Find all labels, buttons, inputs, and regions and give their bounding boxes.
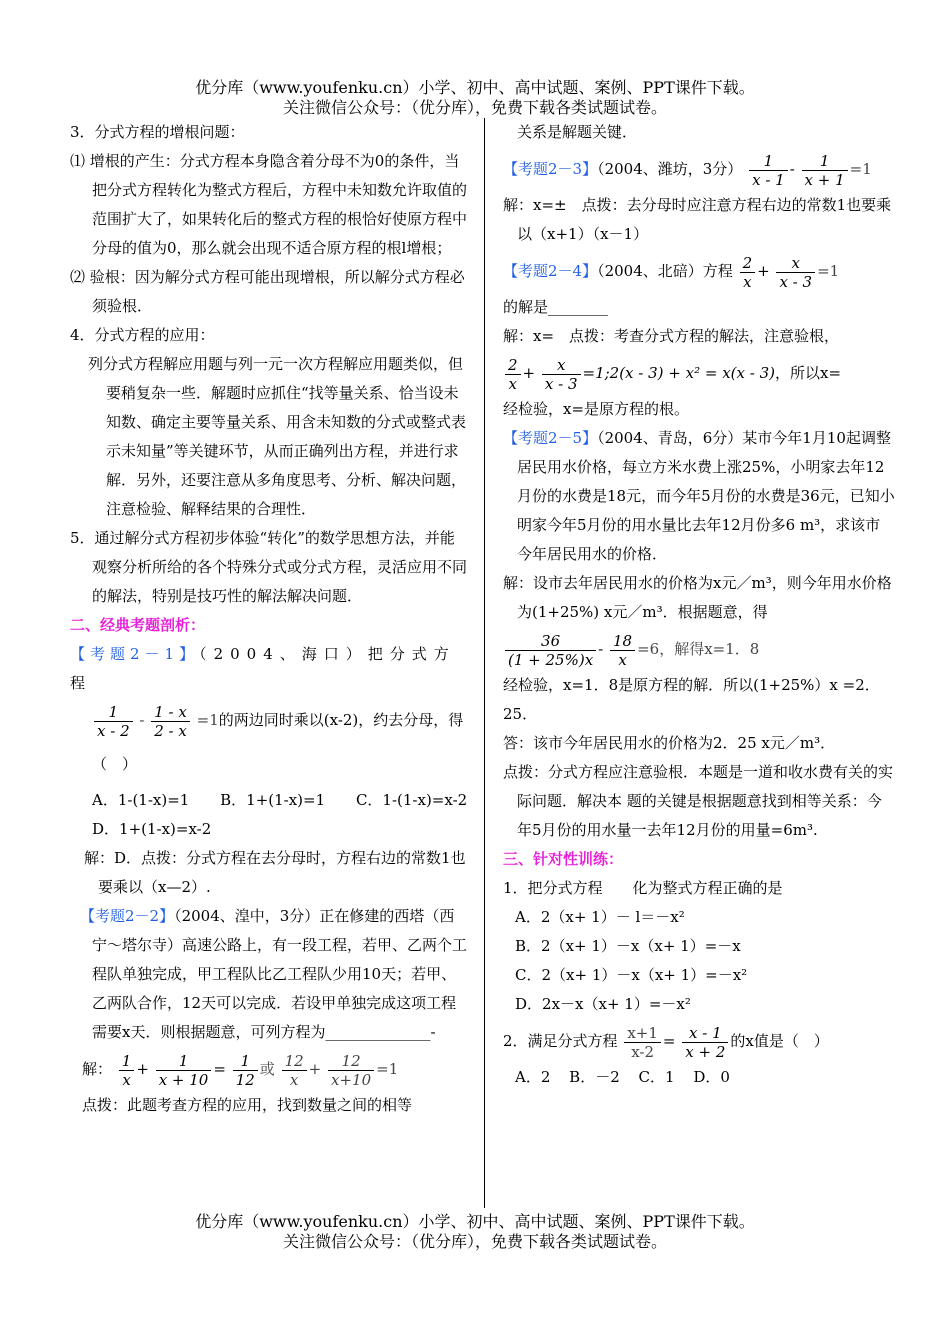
- fraction: $\frac{2}{x}$: [740, 254, 756, 291]
- fraction: $\frac{1}{x}$: [119, 1052, 135, 1089]
- column-divider: [484, 118, 485, 1208]
- question-2-5-answer: 答：该市今年居民用水的价格为2．25 x元／m³．: [503, 734, 836, 752]
- fraction: $\frac{12}{x}$: [282, 1052, 307, 1089]
- fraction: $\frac{12}{x+10}$: [328, 1052, 374, 1089]
- option-b: B．－2: [569, 1068, 620, 1086]
- section-3-title: 3．分式方程的增根问题：: [70, 123, 245, 141]
- page-header: [0, 78, 950, 118]
- question-2-1-options: [70, 786, 468, 844]
- training-question-1-option-d: D．2x－x（x+ 1）=－x²: [515, 995, 691, 1013]
- section-4-title: 4．分式方程的应用：: [70, 326, 215, 344]
- training-question-1-option-c: C．2（x+ 1）－x（x+ 1）=－x²: [515, 966, 748, 984]
- right-column: [503, 118, 895, 1092]
- question-2-1-answer: 解：D．点拨：分式方程在去分母时，方程右边的常数1也要乘以（x—2）.: [84, 849, 466, 896]
- option-c: C．1-(1-x)=x-2: [355, 791, 468, 809]
- training-question-1-option-a: A．2（x+ 1）－ l＝－x²: [515, 908, 685, 926]
- question-2-5-tip: 点拨：分式方程应注意验根．本题是一道和收水费有关的实际问题．解决本 题的关键是根据题意找到相等关系：今年5月份的用水量一去年12月份的用量=6m³.: [503, 763, 894, 839]
- question-2-5-solution: 解：设市去年居民用水的价格为x元／m³，则今年用水价格为(1+25%) x元／m³．根据题意，得: [503, 574, 892, 621]
- question-2-1-tag: 【考题2－1】: [70, 645, 200, 663]
- fraction: $\frac{1}{x - 1}$: [749, 152, 788, 189]
- option-c: C．1: [638, 1068, 675, 1086]
- training-question-2: 2．满足分式方程 $\frac{x+1}{x-2}$ = $\frac{x - 1}{x + 2}$ 的x值是（ ）: [503, 1023, 829, 1061]
- option-d: D．1+(1-x)=x-2: [92, 820, 212, 838]
- option-a: A．2: [515, 1068, 551, 1086]
- footer-line-1: 优分库（www.youfenku.cn）小学、初中、高中试题、案例、PPT课件下载。: [195, 1212, 755, 1231]
- question-2-3-answer: 解：x=± 点拨：去分母时应注意方程右边的常数1也要乘以（x+1）（x－1）: [503, 196, 892, 243]
- question-2-1: [70, 640, 468, 698]
- question-2-2: [70, 902, 468, 1047]
- fraction: $\frac{x}{x - 3}$: [776, 254, 815, 291]
- question-2-5-check: 经检验，x=1．8是原方程的解．所以(1+25%）x =2．25．: [503, 676, 880, 723]
- fraction: $\frac{1}{12}$: [233, 1052, 258, 1089]
- page-footer: [0, 1212, 950, 1252]
- question-2-4-check: 经检验，x=是原方程的根。: [503, 400, 690, 418]
- question-2-5-tag: 【考题2－5】: [503, 429, 598, 447]
- item-extraneous-root: ⑴ 增根的产生：分式方程本身隐含着分母不为0的条件，当把分式方程转化为整式方程后，方程中未知数允许取值的范围扩大了，如果转化后的整式方程的根恰好使原方程中分母的值为0，那么就会出现不适合原方程的根l增根；: [70, 152, 468, 257]
- fraction: $\frac{x}{x - 3}$: [542, 356, 581, 393]
- question-2-4-equation: $\frac{2}{x}$ + $\frac{x}{x - 3}$ =1;2(x - 3) + x² = x(x - 3)，所以x=: [503, 351, 895, 395]
- fraction: $\frac{18}{x}$: [610, 632, 635, 669]
- option-b: B．1+(1-x)=1: [220, 791, 326, 809]
- question-2-4-answer: 解：x= 点拨：考查分式方程的解法，注意验根，: [503, 327, 840, 345]
- fraction: $\frac{36}{(1 + 25\%)x}$: [505, 632, 596, 669]
- application-paragraph: 列分式方程解应用题与列一元一次方程解应用题类似，但要稍复杂一些．解题时应抓住“找等量关系、恰当设未知数、确定主要等量关系、用含未知数的分式或整式表示未知量”等关键环节，从而正确列出方程，并进行求解．另外，还要注意从多角度思考、分析、解决问题，注意检验、解释结果的合理性．: [88, 355, 467, 518]
- question-2-2-tip: 点拨：此题考查方程的应用，找到数量之间的相等: [82, 1096, 413, 1114]
- fraction: $\frac{x+1}{x-2}$: [624, 1024, 661, 1061]
- question-2-1-source: （2004、海口）把分式方程: [70, 645, 456, 692]
- question-2-4-tag: 【考题2－4】: [503, 262, 598, 280]
- question-2-4-blank: 的解是________: [503, 298, 609, 316]
- option-a: A．1-(1-x)=1: [92, 791, 190, 809]
- item-check-root: ⑵ 验根：因为解分式方程可能出现增根，所以解分式方程必须验根．: [70, 268, 465, 315]
- training-question-1-option-b: B．2（x+ 1）－x（x+ 1）=－x: [515, 937, 741, 955]
- left-column: [70, 118, 468, 1120]
- training-question-2-options: [503, 1063, 895, 1092]
- question-2-2-tag: 【考题2－2】: [80, 907, 175, 925]
- header-line-1: 优分库（www.youfenku.cn）小学、初中、高中试题、案例、PPT课件下载。: [195, 78, 755, 97]
- fraction: $\frac{1}{x + 1}$: [802, 152, 848, 189]
- footer-line-2: 关注微信公众号：（优分库），免费下载各类试题试卷。: [282, 1232, 667, 1251]
- question-2-5-equation: $\frac{36}{(1 + 25\%)x}$ - $\frac{18}{x}$ =6，解得x=1．8: [503, 627, 895, 671]
- question-2-5-body: （2004、青岛，6分）某市今年1月10起调整居民用水价格，每立方米水费上涨25%，小明家去年12月份的水费是18元，而今年5月份的水费是36元，已知小明家今年5月份的用水量比去年12月份多6 m³，求该市今年居民用水的价格．: [517, 429, 895, 563]
- fraction: $\frac{2}{x}$: [505, 356, 521, 393]
- section-5-paragraph: 5．通过解分式方程初步体验“转化”的数学思想方法，并能观察分析所给的各个特殊分式或分式方程，灵活应用不同的解法，特别是技巧性的解法解决问题．: [70, 529, 468, 605]
- question-2-2-solution: 解： $\frac{1}{x}$ + $\frac{1}{x + 10}$ = $\frac{1}{12}$ 或 $\frac{12}{x}$ + $\frac{12}{x+10}$ =1: [82, 1051, 399, 1089]
- question-2-5: [503, 424, 895, 569]
- fraction: $\frac{1}{x + 10}$: [156, 1052, 212, 1089]
- fraction: $\frac{1}{x - 2}$: [94, 703, 133, 740]
- header-line-2: 关注微信公众号：（优分库），免费下载各类试题试卷。: [282, 98, 667, 117]
- question-2-1-tail: 的两边同时乘以(x-2)，约去分母，得（ ）: [92, 711, 464, 773]
- section-3-heading: 三、针对性训练：: [503, 850, 624, 868]
- question-2-1-equation: $\frac{1}{x - 2}$ - $\frac{1 - x}{2 - x}$ =1的两边同时乘以(x-2)，约去分母，得（ ）: [92, 702, 464, 773]
- fraction: $\frac{x - 1}{x + 2}$: [682, 1024, 728, 1061]
- training-question-1: 1．把分式方程 化为整式方程正确的是: [503, 879, 783, 897]
- question-2-3: 【考题2－3】（2004、潍坊，3分） $\frac{1}{x - 1}$ - $\frac{1}{x + 1}$ =1: [503, 151, 872, 189]
- section-2-heading: 二、经典考题剖析：: [70, 616, 206, 634]
- question-2-2-body: （2004、湟中，3分）正在修建的西塔（西宁～塔尔寺）高速公路上，有一段工程，若甲、乙两个工程队单独完成，甲工程队比乙工程队少用10天；若甲、乙两队合作，12天可以完成．若设甲单独完成这项工程需要x天．则根据题意，可列方程为______________-: [92, 907, 468, 1041]
- continued-text: 关系是解题关键．: [517, 123, 638, 141]
- question-2-3-tag: 【考题2－3】: [503, 160, 598, 178]
- question-2-4: 【考题2－4】（2004、北碚）方程 $\frac{2}{x}$ + $\frac{x}{x - 3}$ =1: [503, 253, 840, 291]
- option-d: D．0: [693, 1068, 730, 1086]
- fraction: $\frac{1 - x}{2 - x}$: [151, 703, 190, 740]
